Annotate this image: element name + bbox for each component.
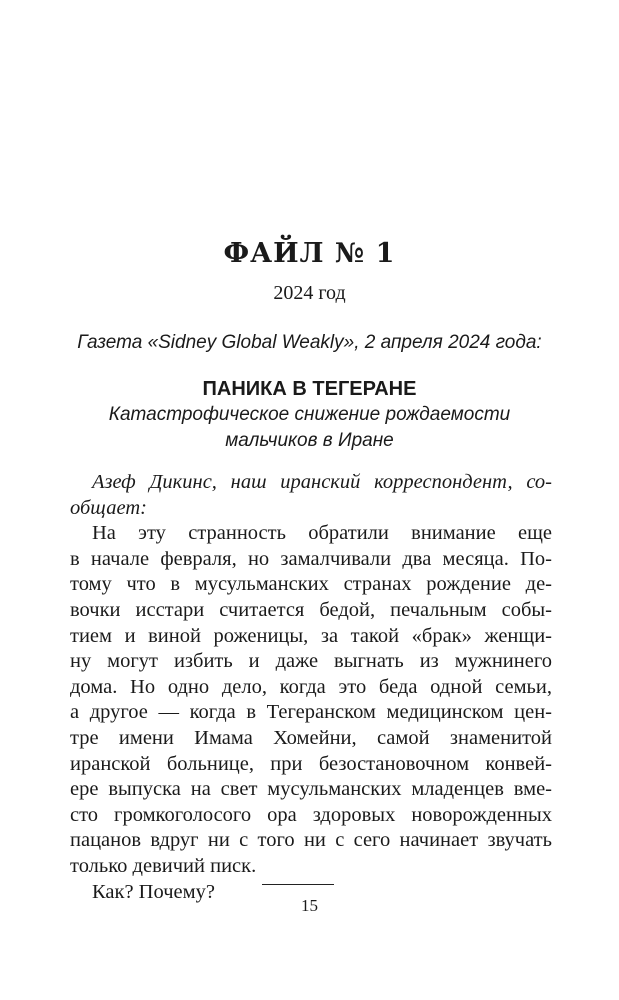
subheadline-line: Катастрофическое снижение рождаемости	[108, 404, 511, 425]
chapter-title: ФАЙЛ № 1	[223, 238, 396, 269]
paragraph-line: дома. Но одно дело, когда это беда одной семьи,	[70, 675, 552, 698]
subheadline-line: мальчиков в Иране	[225, 430, 394, 451]
article-subheadline	[0, 402, 619, 454]
paragraph-line: иранской больнице, при безостановочном конвей-	[70, 752, 552, 775]
paragraph-line: в начале февраля, но замалчивали два месяца. По-	[70, 547, 552, 570]
newspaper-source: Газета «Sidney Global Weakly», 2 апреля 2024 года:	[77, 332, 542, 353]
paragraph-line: вочки исстари считается бедой, печальным собы-	[70, 598, 552, 621]
footer-rule	[262, 884, 334, 885]
page-number: 15	[301, 896, 318, 915]
closing-line: Как? Почему?	[92, 880, 215, 903]
paragraph-line: сто громкоголосого ора здоровых новорожденных	[70, 803, 552, 826]
paragraph-line: тре имени Имама Хомейни, самой знаменитой	[70, 726, 552, 749]
article-headline: ПАНИКА В ТЕГЕРАНЕ	[202, 378, 417, 400]
chapter-year: 2024 год	[273, 282, 346, 304]
intro-line: Азеф Дикинс, наш иранский корреспондент, со-	[92, 471, 552, 493]
paragraph-line: ере выпуска на свет мусульманских младенцев вме-	[70, 778, 552, 801]
paragraph-line: а другое — когда в Тегеранском медицинском цен-	[70, 701, 552, 724]
paragraph-line: тому что в мусульманских странах рождение де-	[70, 573, 552, 596]
article-body	[70, 470, 552, 905]
paragraph-line: ну могут избить и даже выгнать из мужнинего	[70, 650, 552, 673]
paragraph-line: только девичий писк.	[70, 854, 257, 877]
paragraph-line: пацанов вдруг ни с того ни с сего начинает звучать	[70, 829, 552, 852]
paragraph-line: тием и виной роженицы, за такой «брак» женщи-	[70, 624, 552, 647]
paragraph-line: На эту странность обратили внимание еще	[92, 522, 552, 545]
intro-line: общает:	[70, 496, 147, 519]
